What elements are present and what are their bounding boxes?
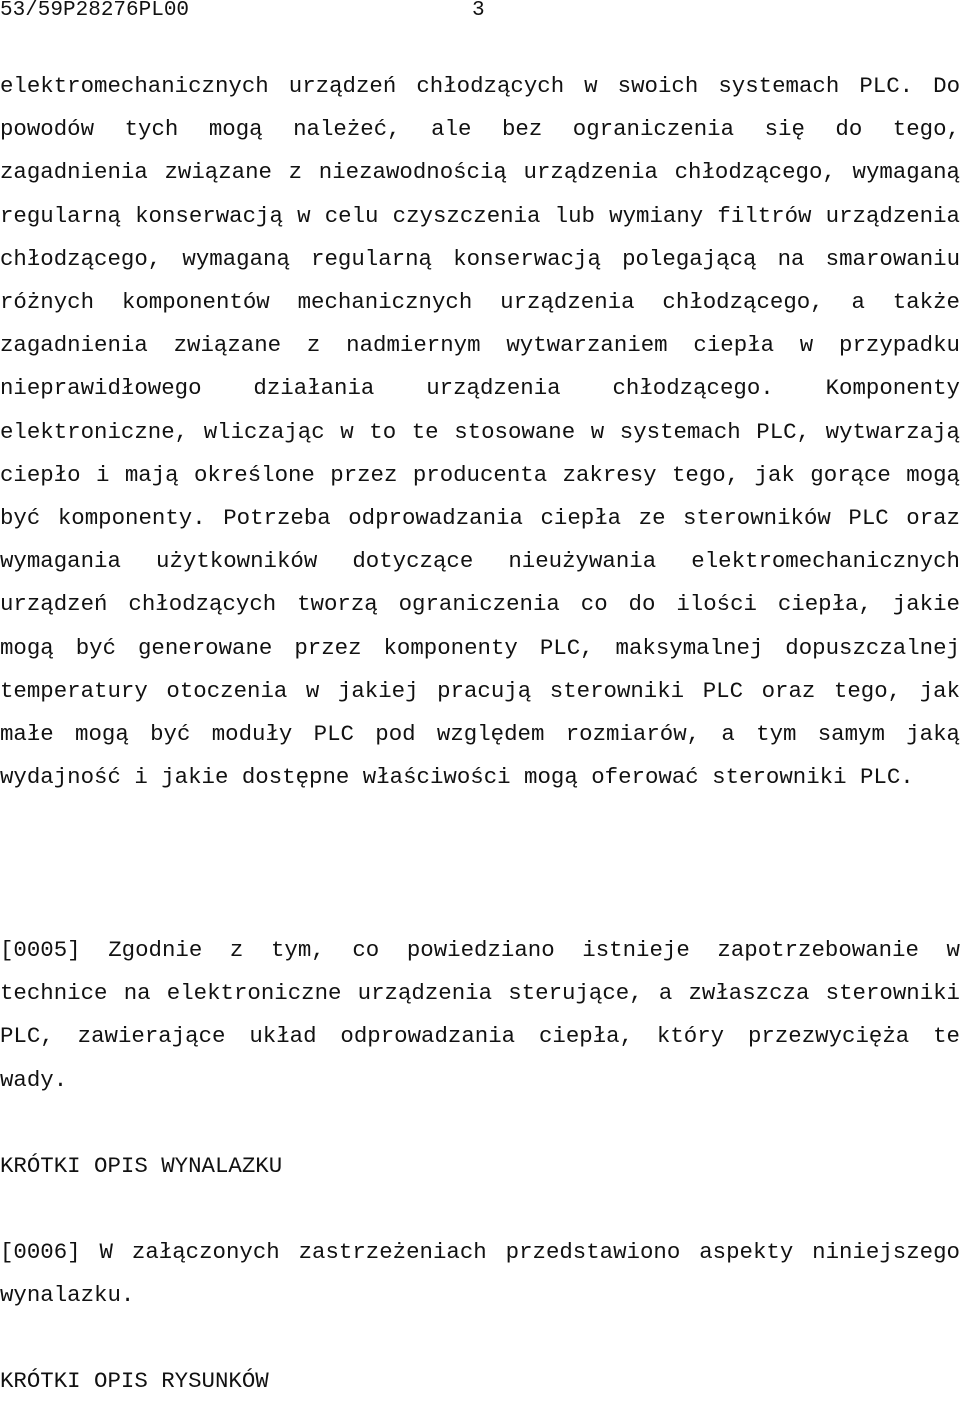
paragraph-text: elektromechanicznych urządzeń chłodzących w swoich systemach PLC. Do powodów tych mogą należeć, ale bez ograniczenia się do tego, zagadnienia związane z niezawodnością urządzenia chłodzącego, wymaganą regularną konserwacją w celu czyszczenia lub wymiany filtrów urządzenia chłodzącego, wymaganą regularną konserwacją polegającą na smarowaniu różnych komponentów mechanicznych urządzenia chłodzącego, a także zagadnienia związane z nadmiernym wytwarzaniem ciepła w przypadku nieprawidłowego działania urządzenia chłodzącego. Komponenty elektroniczne, wliczając w to te stosowane w systemach PLC, wytwarzają ciepło i mają określone przez producenta zakresy tego, jak gorące mogą być komponenty. Potrzeba odprowadzania ciepła ze sterowników PLC oraz wymagania użytkowników dotyczące nieużywania elektromechanicznych urządzeń chłodzących tworzą ograniczenia co do ilości ciepła, jakie mogą być generowane przez komponenty PLC, maksymalnej dopuszczalnej temperatury otoczenia w jakiej pracują sterowniki PLC oraz tego, jak małe mogą być moduły PLC pod względem rozmiarów, a tym samym jaką wydajność i jakie dostępne właściwości mogą oferować sterowniki PLC. [0,73,960,791]
page-number: 3 [472,0,485,22]
paragraph-text: W załączonych zastrzeżeniach przedstawiono aspekty niniejszego wynalazku. [0,1239,960,1309]
paragraph-0005 [0,929,960,1102]
document-id: 53/59P28276PL00 [0,0,190,22]
paragraph-text: Zgodnie z tym, co powiedziano istnieje zapotrzebowanie w technice na elektroniczne urządzenia sterujące, a zwłaszcza sterowniki PLC, zawierające układ odprowadzania ciepła, który przezwycięża te wady. [0,937,960,1093]
section-heading-drawings: KRÓTKI OPIS RYSUNKÓW [0,1368,269,1394]
paragraph-number: [0006] [0,1239,81,1265]
paragraph-0006 [0,1231,960,1317]
page-header [0,0,960,24]
paragraph-continuation [0,65,960,799]
paragraph-number: [0005] [0,937,81,963]
section-heading-summary: KRÓTKI OPIS WYNALAZKU [0,1153,283,1179]
